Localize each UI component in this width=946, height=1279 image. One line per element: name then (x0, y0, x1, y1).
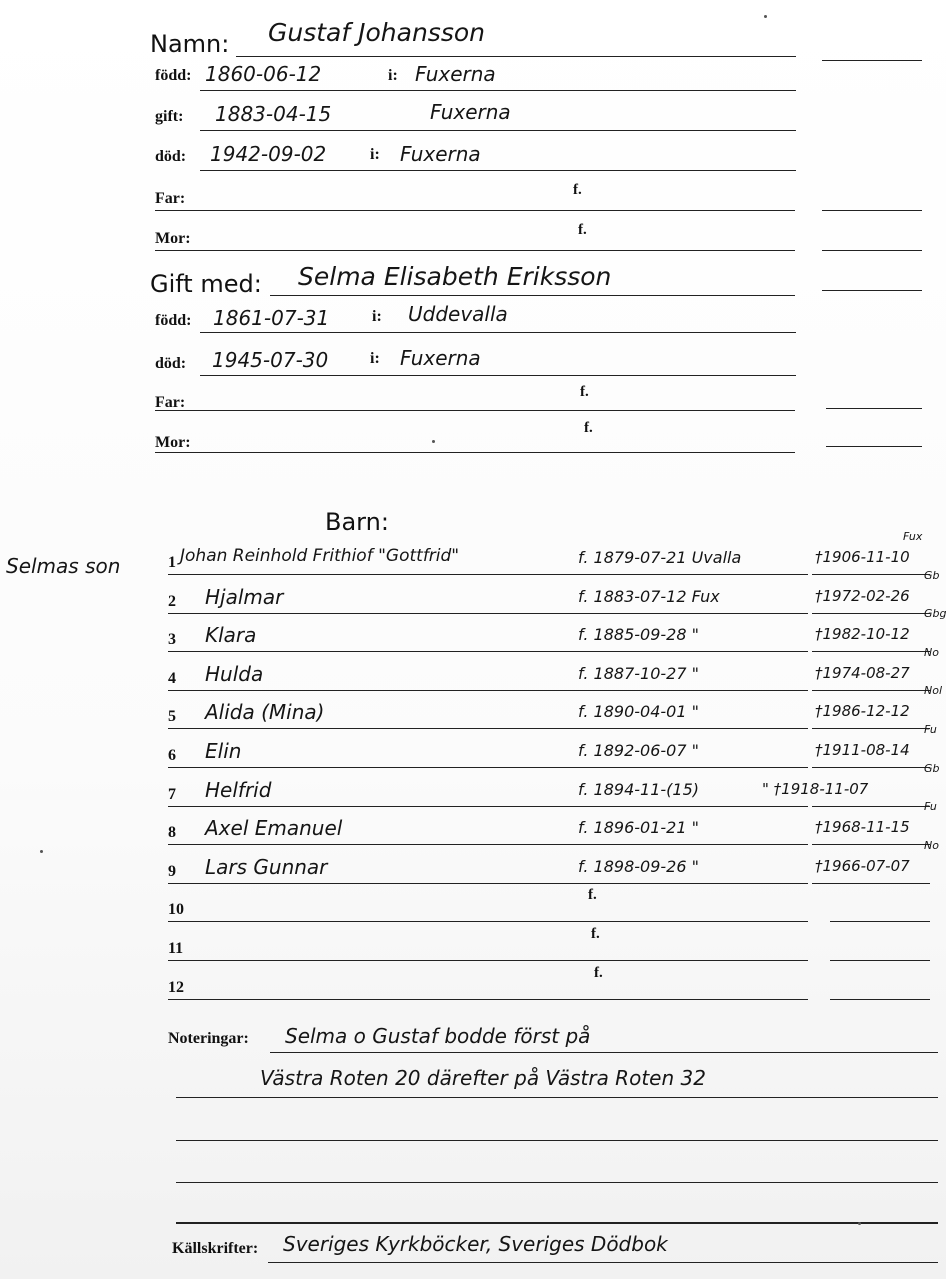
child-died: †1982-10-12 (815, 625, 910, 643)
notes-line-1: Selma o Gustaf bodde först på (285, 1024, 591, 1048)
paper-speck (764, 15, 767, 18)
child-number: 12 (168, 979, 184, 996)
wife-fodd-line (200, 332, 796, 333)
husband-gift-label: gift: (155, 108, 184, 125)
gift-med-extra-line (822, 290, 922, 291)
husband-far-f-label: f. (573, 182, 582, 198)
child-died: †1911-08-14 (815, 741, 910, 759)
husband-dod-label: död: (155, 148, 187, 165)
child-row-extra-line (830, 960, 930, 961)
child-row-line (168, 999, 808, 1000)
gift-line (200, 130, 796, 131)
husband-born-date: 1860-06-12 (205, 62, 322, 86)
child-row-extra-line (812, 806, 930, 807)
child-number: 5 (168, 708, 176, 725)
child-row-extra-line (812, 728, 930, 729)
dod-line (200, 170, 796, 171)
husband-married-date: 1883-04-15 (215, 102, 332, 126)
child-died: †1974-08-27 (815, 664, 910, 682)
child-name: Hulda (205, 662, 264, 686)
child-number: 11 (168, 940, 184, 957)
wife-far-line (155, 410, 795, 411)
child-number: 6 (168, 747, 176, 764)
margin-note: Selmas son (6, 554, 121, 578)
child-note: Gb (924, 762, 940, 775)
child-number: 4 (168, 670, 176, 687)
child-row-line (168, 806, 808, 807)
barn-label: Barn: (325, 508, 389, 536)
wife-dod-label: död: (155, 355, 187, 372)
gift-med-line (270, 295, 795, 296)
child-name: Klara (205, 623, 257, 647)
child-died: †1972-02-26 (815, 587, 910, 605)
child-note: Gbg (924, 607, 946, 620)
wife-fodd-i-label: i: (372, 308, 382, 325)
child-f-label: f. (591, 926, 600, 942)
child-born: f. 1879-07-21 Uvalla (578, 548, 742, 567)
husband-died-date: 1942-09-02 (210, 142, 327, 166)
notes-rule-3 (176, 1140, 938, 1141)
sources-text: Sveriges Kyrkböcker, Sveriges Dödbok (283, 1232, 668, 1256)
child-row-line (168, 613, 808, 614)
child-name: Hjalmar (205, 585, 284, 609)
child-name: Axel Emanuel (205, 816, 343, 840)
child-died: †1906-11-10 (815, 548, 910, 566)
husband-name: Gustaf Johansson (268, 18, 485, 47)
child-number: 10 (168, 901, 184, 918)
child-f-label: f. (594, 965, 603, 981)
child-number: 9 (168, 863, 176, 880)
husband-mor-extra-line (822, 250, 922, 251)
child-name: Alida (Mina) (205, 700, 325, 724)
child-name: Helfrid (205, 778, 272, 802)
wife-far-extra-line (826, 408, 922, 409)
wife-dod-line (200, 375, 796, 376)
wife-far-f-label: f. (580, 384, 589, 400)
wife-died-place: Fuxerna (400, 346, 481, 370)
child-name: Johan Reinhold Frithiof "Gottfrid" (180, 546, 460, 566)
wife-far-label: Far: (155, 394, 186, 411)
child-born: f. 1883-07-12 Fux (578, 587, 720, 606)
child-born: f. 1892-06-07 " (578, 741, 699, 760)
husband-mor-label: Mor: (155, 230, 191, 247)
child-number: 7 (168, 786, 176, 803)
sources-rule (268, 1262, 938, 1263)
wife-fodd-label: född: (155, 312, 192, 329)
child-died: †1968-11-15 (815, 818, 910, 836)
husband-dod-i-label: i: (370, 146, 380, 163)
child-note: No (924, 646, 939, 659)
child-row-extra-line (830, 999, 930, 1000)
child-born: f. 1885-09-28 " (578, 625, 699, 644)
child-f-label: f. (588, 887, 597, 903)
paper-speck (432, 440, 435, 443)
child-note: Nol (924, 684, 943, 697)
wife-dod-i-label: i: (370, 350, 380, 367)
husband-born-place: Fuxerna (415, 62, 496, 86)
child-note: Fu (924, 800, 937, 813)
child-row-extra-line (812, 574, 930, 575)
gift-med-label: Gift med: (150, 270, 262, 298)
child-note: No (924, 839, 939, 852)
notes-rule-1 (270, 1052, 938, 1053)
child-died: †1966-07-07 (815, 857, 910, 875)
child-born: f. 1898-09-26 " (578, 857, 699, 876)
child-row-line (168, 690, 808, 691)
child-row-line (168, 574, 808, 575)
child-row-line (168, 651, 808, 652)
child-row-line (168, 728, 808, 729)
child-number: 2 (168, 593, 176, 610)
namn-extra-line (822, 60, 922, 61)
namn-line (236, 56, 796, 57)
child-note: Fux (903, 530, 923, 543)
child-born: f. 1887-10-27 " (578, 664, 699, 683)
noteringar-label: Noteringar: (168, 1030, 249, 1047)
husband-far-extra-line (822, 210, 922, 211)
paper-speck (858, 1222, 861, 1225)
child-row-line (168, 960, 808, 961)
notes-rule-2 (176, 1097, 938, 1098)
child-row-extra-line (812, 844, 930, 845)
wife-name: Selma Elisabeth Eriksson (298, 262, 612, 291)
wife-mor-f-label: f. (584, 420, 593, 436)
notes-rule-5 (176, 1222, 938, 1224)
child-row-extra-line (812, 767, 930, 768)
child-row-extra-line (812, 690, 930, 691)
wife-mor-label: Mor: (155, 434, 191, 451)
child-note: Gb (924, 569, 940, 582)
child-name: Lars Gunnar (205, 855, 328, 879)
wife-died-date: 1945-07-30 (212, 348, 329, 372)
child-died: " †1918-11-07 (762, 780, 869, 798)
child-row-line (168, 767, 808, 768)
husband-fodd-i-label: i: (388, 67, 398, 84)
husband-died-place: Fuxerna (400, 142, 481, 166)
child-row-line (168, 844, 808, 845)
child-number: 1 (168, 554, 176, 571)
notes-line-2: Västra Roten 20 därefter på Västra Roten 32 (260, 1066, 706, 1090)
child-number: 8 (168, 824, 176, 841)
wife-born-place: Uddevalla (408, 302, 508, 326)
namn-label: Namn: (150, 30, 230, 58)
child-note: Fu (924, 723, 937, 736)
child-row-extra-line (812, 883, 930, 884)
child-row-extra-line (830, 921, 930, 922)
kallskrifter-label: Källskrifter: (172, 1240, 259, 1257)
husband-far-line (155, 210, 795, 211)
fodd-line (200, 90, 796, 91)
child-row-line (168, 883, 808, 884)
child-born: f. 1894-11-(15) (578, 780, 699, 799)
notes-rule-4 (176, 1182, 938, 1183)
child-row-extra-line (812, 613, 930, 614)
paper-speck (40, 850, 43, 853)
child-row-line (168, 921, 808, 922)
wife-mor-line (155, 452, 795, 453)
husband-far-label: Far: (155, 190, 186, 207)
wife-mor-extra-line (826, 446, 922, 447)
child-born: f. 1890-04-01 " (578, 702, 699, 721)
wife-born-date: 1861-07-31 (213, 306, 330, 330)
child-number: 3 (168, 631, 176, 648)
child-died: †1986-12-12 (815, 702, 910, 720)
child-born: f. 1896-01-21 " (578, 818, 699, 837)
child-name: Elin (205, 739, 242, 763)
husband-fodd-label: född: (155, 67, 192, 84)
child-row-extra-line (812, 651, 930, 652)
husband-married-place: Fuxerna (430, 100, 511, 124)
husband-mor-f-label: f. (578, 222, 587, 238)
husband-mor-line (155, 250, 795, 251)
